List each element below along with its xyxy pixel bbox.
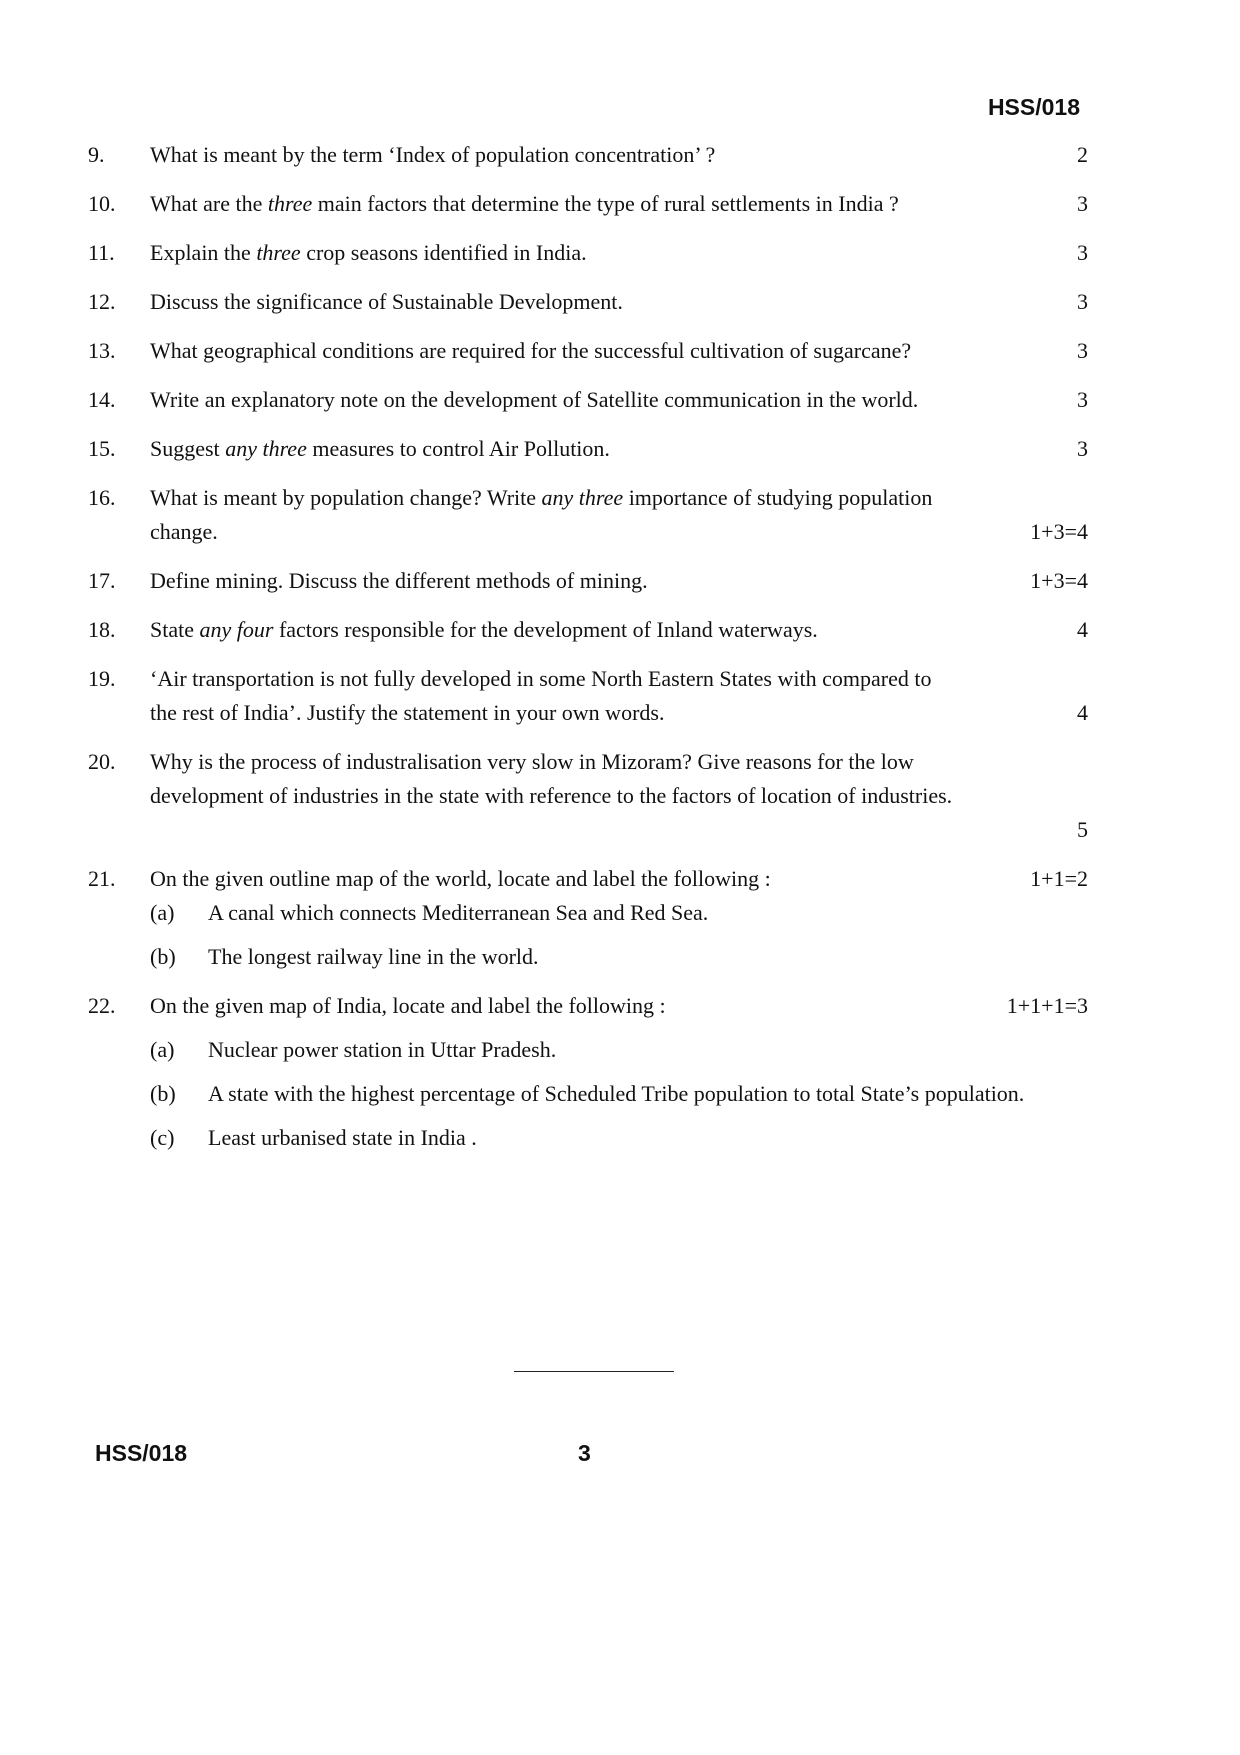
question-19 [88, 662, 1088, 730]
question-text: Write an explanatory note on the development of Satellite communication in the world. [150, 387, 919, 412]
question-11 [88, 236, 1088, 270]
question-text: What is meant by population change? Write any three importance of studying population [150, 485, 933, 510]
sub-question-letter: (b) [150, 944, 176, 969]
question-text: What geographical conditions are required for the successful cultivation of sugarcane? [150, 338, 912, 363]
question-14 [88, 383, 1088, 417]
sub-question-c [150, 1121, 1088, 1155]
question-20 [88, 745, 1088, 847]
sub-question-b [150, 940, 1088, 974]
end-rule [514, 1371, 674, 1372]
question-number: 11. [88, 240, 115, 265]
emphasis: any three [225, 436, 307, 461]
question-number: 12. [88, 289, 116, 314]
page-number: 3 [578, 1440, 591, 1466]
question-marks: 1+1+1=3 [1006, 993, 1088, 1018]
sub-question-b [150, 1077, 1088, 1111]
question-marks: 3 [1077, 387, 1088, 412]
question-marks: 5 [1077, 817, 1088, 842]
question-text: ‘Air transportation is not fully developed in some North Eastern States with compared to [150, 666, 932, 691]
question-number: 20. [88, 749, 116, 774]
question-text: What is meant by the term ‘Index of population concentration’ ? [150, 142, 716, 167]
question-marks: 3 [1077, 436, 1088, 461]
question-list [88, 138, 1088, 1170]
question-number: 15. [88, 436, 116, 461]
question-text: What are the three main factors that determine the type of rural settlements in India ? [150, 191, 899, 216]
question-16 [88, 481, 1088, 549]
question-marks: 2 [1077, 142, 1088, 167]
question-number: 19. [88, 666, 116, 691]
question-text-continued: the rest of India’. Justify the statement in your own words. [150, 700, 665, 725]
question-12 [88, 285, 1088, 319]
question-marks: 3 [1077, 338, 1088, 363]
question-number: 18. [88, 617, 116, 642]
sub-question-text: A canal which connects Mediterranean Sea and Red Sea. [208, 900, 709, 925]
question-number: 13. [88, 338, 116, 363]
question-text: State any four factors responsible for the development of Inland waterways. [150, 617, 818, 642]
question-22 [88, 989, 1088, 1155]
question-10 [88, 187, 1088, 221]
sub-question-letter: (c) [150, 1125, 175, 1150]
sub-question-text: Least urbanised state in India . [208, 1125, 477, 1150]
question-text: Suggest any three measures to control Air Pollution. [150, 436, 610, 461]
question-text: Why is the process of industralisation very slow in Mizoram? Give reasons for the low [150, 749, 914, 774]
question-17 [88, 564, 1088, 598]
question-number: 14. [88, 387, 116, 412]
question-9 [88, 138, 1088, 172]
question-marks: 3 [1077, 240, 1088, 265]
question-marks: 3 [1077, 191, 1088, 216]
question-text: Discuss the significance of Sustainable Development. [150, 289, 623, 314]
sub-question-a [150, 896, 1088, 930]
question-number: 22. [88, 993, 116, 1018]
emphasis: three [256, 240, 301, 265]
question-marks: 4 [1077, 617, 1088, 642]
sub-question-text: Nuclear power station in Uttar Pradesh. [208, 1037, 557, 1062]
paper-code-header: HSS/018 [987, 94, 1080, 120]
question-marks: 4 [1077, 700, 1088, 725]
emphasis: any three [541, 485, 624, 510]
question-marks: 3 [1077, 289, 1088, 314]
question-marks: 1+1=2 [1030, 866, 1088, 891]
sub-question-letter: (b) [150, 1081, 176, 1106]
question-13 [88, 334, 1088, 368]
question-text: Define mining. Discuss the different methods of mining. [150, 568, 648, 593]
paper-code-footer: HSS/018 [95, 1440, 188, 1466]
emphasis: three [267, 191, 313, 216]
emphasis: any four [199, 617, 274, 642]
sub-question-a [150, 1033, 1088, 1067]
question-text-continued: development of industries in the state with reference to the factors of location of industries. [150, 783, 953, 808]
sub-question-text: The longest railway line in the world. [208, 944, 539, 969]
question-number: 17. [88, 568, 116, 593]
question-18 [88, 613, 1088, 647]
question-text: On the given map of India, locate and label the following : [150, 993, 666, 1018]
question-marks: 1+3=4 [1030, 568, 1088, 593]
question-15 [88, 432, 1088, 466]
sub-question-letter: (a) [150, 900, 175, 925]
question-number: 9. [88, 142, 105, 167]
question-number: 10. [88, 191, 116, 216]
question-text: Explain the three crop seasons identified in India. [150, 240, 587, 265]
question-21 [88, 862, 1088, 974]
question-number: 16. [88, 485, 116, 510]
question-marks: 1+3=4 [1030, 519, 1088, 544]
question-text-continued: change. [150, 519, 218, 544]
question-number: 21. [88, 866, 116, 891]
question-text: On the given outline map of the world, locate and label the following : [150, 866, 771, 891]
sub-question-letter: (a) [150, 1037, 175, 1062]
sub-question-text: A state with the highest percentage of Scheduled Tribe population to total State’s population. [208, 1081, 1025, 1106]
